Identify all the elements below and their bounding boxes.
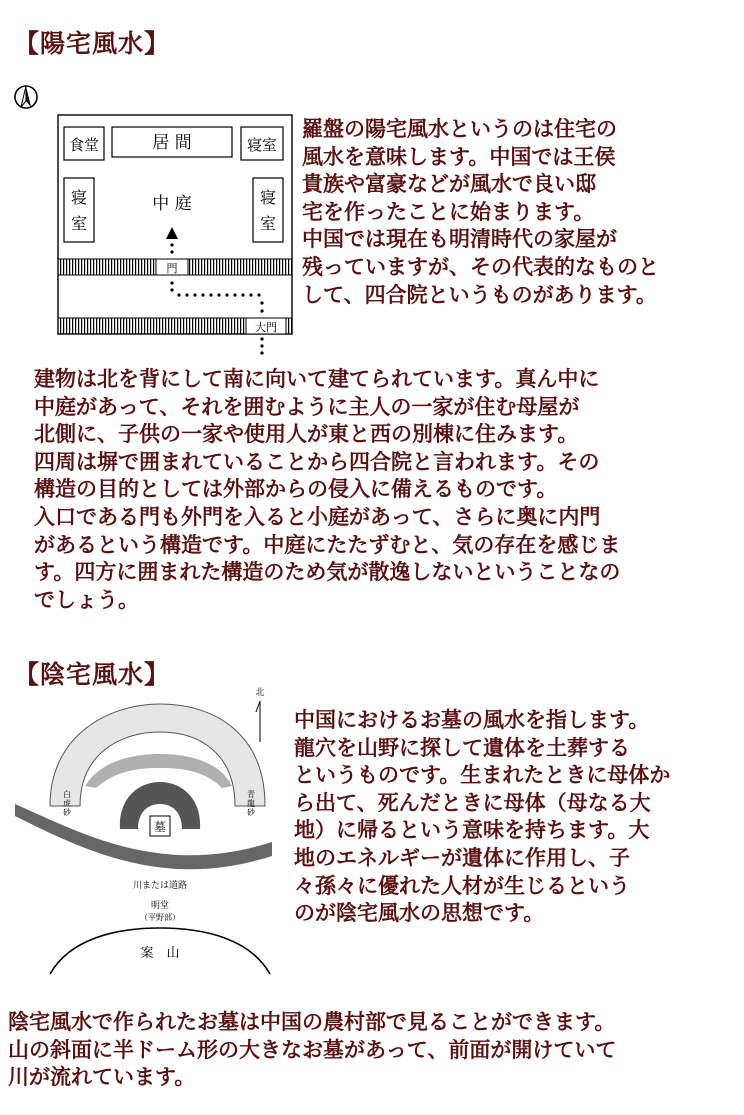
yin-body-paragraph: [8, 1009, 616, 1092]
text-line: 宅を作ったことに始まります。: [302, 199, 595, 224]
text-line: ら出て、死んだときに母体（母なる大: [294, 790, 651, 815]
text-line: 貴族や富豪などが風水で良い邸: [302, 172, 596, 197]
bedroom-east-label-2: 室: [259, 214, 277, 233]
north-label: 北: [255, 688, 265, 698]
text-line: のが陰宅風水の思想です。: [294, 901, 545, 926]
white-tiger-label-2: 虎: [63, 799, 71, 808]
text-line: 中国におけるお墓の風水を指します。: [294, 708, 650, 732]
river-band: [15, 804, 272, 869]
bedroom-east-label-1: 寝: [259, 188, 277, 207]
text-line: 川が流れています。: [8, 1065, 196, 1090]
north-compass-icon: [15, 86, 37, 108]
courtyard-label: 中 庭: [152, 194, 192, 214]
bedroom-northeast-label: 寝室: [246, 136, 278, 154]
azure-dragon-label-1: 青: [247, 790, 255, 799]
text-line: 残っていますが、その代表的なものと: [302, 254, 659, 279]
text-line: 入口である門も外門を入ると小庭があって、さらに奥に内門: [34, 504, 601, 529]
text-line: 中庭があって、それを囲むように主人の一家が住む母屋が: [34, 394, 580, 419]
yang-intro-paragraph: [302, 116, 659, 309]
hall-label: 明堂: [150, 901, 170, 911]
text-line: 構造の目的としては外部からの侵入に備えるものです。: [34, 477, 558, 502]
inner-gate-label: 門: [166, 262, 178, 275]
text-line: して、四合院というものがあります。: [302, 282, 657, 307]
azure-dragon-label-3: 砂: [247, 808, 255, 817]
text-line: 地）に帰るという意味を持ちます。大: [294, 818, 650, 843]
text-line: 四周は塀で囲まれていることから四合院と言われます。その: [34, 449, 600, 474]
dining-room-label: 食堂: [68, 136, 100, 154]
courtyard-house-diagram: [0, 75, 300, 360]
text-line: 地のエネルギーが遺体に作用し、子: [294, 845, 630, 870]
white-tiger-label-3: 砂: [63, 808, 71, 817]
north-arrow-icon: [256, 701, 260, 742]
text-line: 建物は北を背にして南に向いて建てられています。真ん中に: [34, 367, 600, 391]
text-line: でしょう。: [34, 587, 139, 612]
text-line: 中国では現在も明清時代の家屋が: [302, 227, 617, 252]
text-line: 風水を意味します。中国では王侯: [302, 144, 616, 169]
river-label: 川または道路: [132, 881, 188, 891]
text-line: 北側に、子供の一家や使用人が東と西の別棟に住みます。: [34, 422, 579, 447]
facing-mountain-label: 案 山: [140, 946, 180, 961]
text-line: 陰宅風水で作られたお墓は中国の農村部で見ることができます。: [8, 1010, 616, 1034]
inner-wall-right: [188, 259, 292, 275]
text-line: 山の斜面に半ドーム形の大きなお墓があって、前面が開けていて: [8, 1037, 617, 1062]
text-line: があるという構造です。中庭にたたずむと、気の存在を感じま: [34, 532, 621, 557]
text-line: 龍穴を山野に探して遺体を土葬する: [294, 735, 630, 760]
text-line: 々孫々に優れた人材が生じるという: [294, 873, 630, 898]
white-tiger-label-1: 白: [63, 790, 71, 799]
bedroom-west-label-1: 寝: [70, 188, 88, 207]
yang-body-paragraph: [34, 366, 620, 614]
azure-dragon-label-2: 龍: [247, 799, 255, 808]
hall-note: （平野部）: [140, 913, 180, 922]
yang-heading: 【陽宅風水】: [14, 29, 171, 58]
tomb-diagram: [10, 684, 292, 979]
tomb-label: 墓: [153, 820, 167, 834]
text-line: というものです。生まれたときに母体か: [294, 763, 671, 788]
arrow-up-icon: [166, 227, 178, 239]
outer-wall-south: [58, 318, 246, 334]
text-line: 羅盤の陽宅風水というのは住宅の: [302, 117, 617, 141]
main-gate-label: 大門: [255, 321, 277, 334]
bedroom-west-label-2: 室: [70, 214, 88, 233]
path-dots-vertical: [170, 243, 173, 253]
yin-heading: 【陰宅風水】: [14, 660, 171, 689]
text-line: す。四方に囲まれた構造のため気が散逸しないということなの: [34, 560, 621, 585]
inner-wall-left: [58, 259, 156, 275]
living-room-label: 居 間: [152, 133, 192, 153]
yin-intro-paragraph: [294, 707, 670, 928]
outer-wall-south-end: [286, 318, 292, 334]
